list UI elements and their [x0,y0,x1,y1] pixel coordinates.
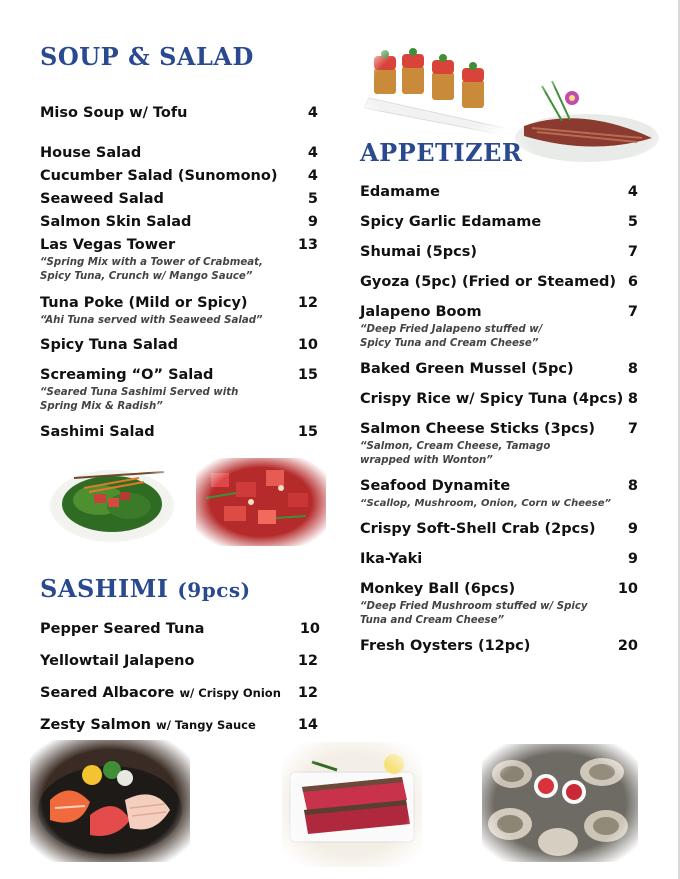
item-name: Monkey Ball (6pcs) [360,581,516,597]
item-price: 7 [627,244,638,260]
item-name: Sashimi Salad [40,424,155,440]
item-name: Las Vegas Tower [40,237,176,253]
menu-item [360,214,638,230]
item-name-text: Seared Albacore [40,685,175,701]
menu-item [360,244,638,260]
item-description [40,314,263,328]
menu-item [40,237,318,253]
item-description [360,440,550,468]
seared-tuna-photo [282,742,422,867]
item-price: 4 [307,168,318,184]
item-name: Gyoza (5pc) (Fried or Steamed) [360,274,617,290]
description-line: “Deep Fried Mushroom stuffed w/ Spicy [360,601,588,612]
sashimi-platter-photo [30,740,190,862]
spicy-tuna-photo [196,458,326,546]
menu-item [40,717,318,733]
item-name: Miso Soup w/ Tofu [40,105,188,121]
item-description [360,323,542,351]
menu-item [360,551,638,567]
menu-item [360,391,638,407]
menu-item [40,424,318,440]
description-line: Spicy Tuna and Cream Cheese” [360,338,539,349]
item-price: 7 [627,304,638,320]
item-price: 4 [627,184,638,200]
menu-item [40,191,318,207]
menu-item [360,521,638,537]
soup-salad-heading: SOUP & SALAD [40,42,254,71]
item-price: 8 [627,478,638,494]
menu-item [40,337,318,353]
menu-item [40,367,318,383]
item-price: 8 [627,391,638,407]
crispy-rice-photo [364,38,514,138]
item-price: 12 [297,685,318,701]
sashimi-heading [40,574,251,603]
item-name: Jalapeno Boom [360,304,482,320]
description-line: “Scallop, Mushroom, Onion, Corn w Cheese” [360,498,611,509]
menu-item [40,653,318,669]
item-price: 9 [307,214,318,230]
item-price: 5 [307,191,318,207]
item-name: Crispy Soft-Shell Crab (2pcs) [360,521,596,537]
item-name [40,685,281,701]
description-line: Tuna and Cream Cheese” [360,615,505,626]
item-modifier: w/ Tangy Sauce [156,718,256,732]
item-price: 9 [627,521,638,537]
item-name: Seafood Dynamite [360,478,511,494]
appetizer-heading: APPETIZER [360,138,523,167]
menu-item [360,421,638,437]
item-price: 8 [627,361,638,377]
item-price: 4 [307,145,318,161]
menu-item [40,685,318,701]
poke-salad-photo [44,458,180,546]
menu-item [360,478,638,494]
description-line: Spicy Tuna, Crunch w/ Mango Sauce” [40,271,253,282]
item-price: 12 [297,653,318,669]
description-line: Spring Mix & Radish” [40,401,163,412]
menu-item [360,304,638,320]
item-name: Tuna Poke (Mild or Spicy) [40,295,248,311]
item-name: House Salad [40,145,142,161]
description-line: “Salmon, Cream Cheese, Tamago [360,441,551,452]
item-price: 20 [617,638,638,654]
item-name: Spicy Tuna Salad [40,337,179,353]
item-price: 12 [297,295,318,311]
item-description [40,386,238,414]
menu-item [40,168,318,184]
item-price: 6 [627,274,638,290]
item-name: Spicy Garlic Edamame [360,214,542,230]
item-price: 7 [627,421,638,437]
item-name: Ika-Yaki [360,551,423,567]
item-price: 10 [617,581,638,597]
menu-item [40,145,318,161]
item-price: 15 [297,424,318,440]
item-description [360,600,588,628]
menu-item [360,274,638,290]
oysters-photo [482,744,638,862]
item-name: Seaweed Salad [40,191,164,207]
item-name: Cucumber Salad (Sunomono) [40,168,278,184]
menu-item [360,184,638,200]
item-name: Fresh Oysters (12pc) [360,638,531,654]
item-name [40,717,256,733]
item-price: 9 [627,551,638,567]
menu-item [360,581,638,597]
description-line: “Seared Tuna Sashimi Served with [40,387,239,398]
item-price: 4 [307,105,318,121]
item-price: 15 [297,367,318,383]
heading-note: (9pcs) [177,578,251,602]
item-name: Edamame [360,184,440,200]
description-line: “Ahi Tuna served with Seaweed Salad” [40,315,263,326]
item-name: Crispy Rice w/ Spicy Tuna (4pcs) [360,391,624,407]
item-name: Yellowtail Jalapeno [40,653,195,669]
item-name: Salmon Skin Salad [40,214,192,230]
description-line: “Deep Fried Jalapeno stuffed w/ [360,324,543,335]
item-name: Salmon Cheese Sticks (3pcs) [360,421,595,437]
item-price: 10 [299,621,320,637]
grilled-squid-photo [512,76,662,176]
menu-item [360,361,638,377]
menu-item [40,295,318,311]
item-name: Screaming “O” Salad [40,367,214,383]
item-name: Pepper Seared Tuna [40,621,205,637]
item-description [360,497,611,511]
menu-item [360,638,638,654]
description-line: wrapped with Wonton” [360,455,493,466]
item-description [40,256,263,284]
item-price: 10 [297,337,318,353]
item-modifier: w/ Crispy Onion [179,686,281,700]
menu-item [40,105,318,121]
item-price: 5 [627,214,638,230]
heading-text: SASHIMI [40,574,169,603]
menu-item [40,214,318,230]
item-name-text: Zesty Salmon [40,717,152,733]
description-line: “Spring Mix with a Tower of Crabmeat, [40,257,263,268]
item-price: 14 [297,717,318,733]
item-price: 13 [297,237,318,253]
item-name: Shumai (5pcs) [360,244,477,260]
item-name: Baked Green Mussel (5pc) [360,361,574,377]
menu-item [40,621,320,637]
